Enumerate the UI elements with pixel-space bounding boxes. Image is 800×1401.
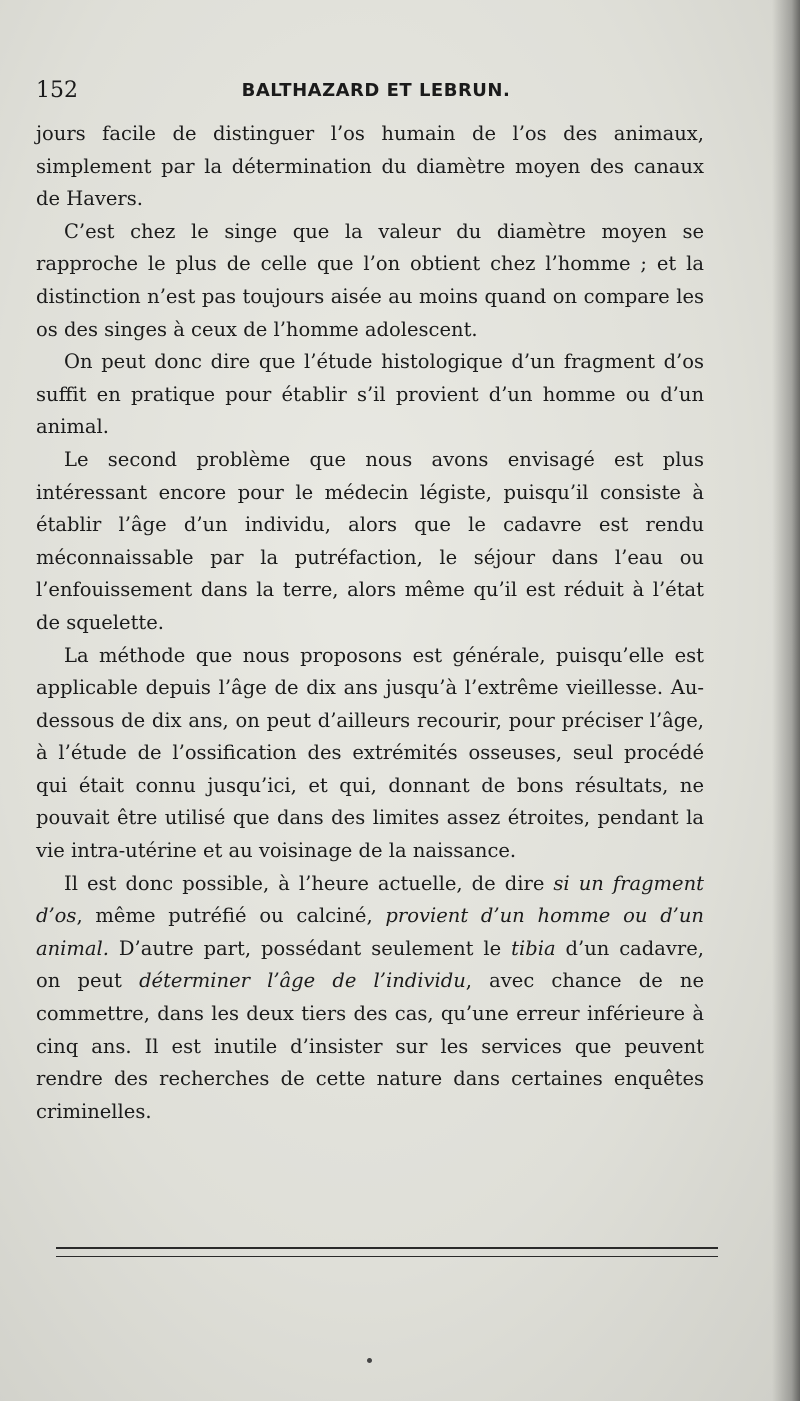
paragraph-text: , avec chance de ne commettre, dans les deux tiers des cas, qu’une erreur inférieure à cinq ans. Il est inutile d’insister sur les services que peuvent rendre des recherches de cette nature dans certaines enquêtes criminelles.	[36, 969, 704, 1123]
paragraph-text: , même putréfié ou calciné,	[76, 904, 386, 928]
paragraph-text: C’est chez le singe que la valeur du diamètre moyen se rapproche le plus de celle que l’on obtient chez l’homme ; et la distinction n’est pas toujours aisée au moins quand on compare les os des singes à ceux de l’homme adolescent.	[36, 219, 704, 341]
page-spine-shadow	[772, 0, 800, 1401]
paragraph	[36, 118, 704, 216]
ink-speck	[367, 1358, 372, 1363]
page-header	[36, 78, 716, 114]
paragraph-text: jours facile de distinguer l’os humain de l’os des animaux, simplement par la détermination du diamètre moyen des canaux de Havers.	[36, 122, 704, 211]
italic-phrase: si un fragment d’os	[36, 871, 704, 928]
paragraph-text: d’un cadavre, on peut	[36, 936, 704, 993]
paragraph	[36, 640, 704, 868]
paragraph-text: La méthode que nous proposons est générale, puisqu’elle est applicable depuis l’âge de dix ans jusqu’à l’extrême vieillesse. Au-dessous de dix ans, on peut d’ailleurs recourir, pour préciser l’âge, à l’étude de l’ossification des extrémités osseuses, seul procédé qui était connu jusqu’ici, et qui, donnant de bons résultats, ne pouvait être utilisé que dans des limites assez étroites, pendant la vie intra-utérine et au voisinage de la naissance.	[36, 643, 704, 863]
italic-phrase: déterminer l’âge de l’individu	[139, 969, 466, 993]
paragraph-text: D’autre part, possédant seulement le	[108, 936, 512, 960]
italic-phrase: tibia	[511, 936, 556, 960]
paragraph-text: Il est donc possible, à l’heure actuelle, de dire	[64, 871, 554, 895]
paragraph-text: On peut donc dire que l’étude histologique d’un fragment d’os suffit en pratique pour établir s’il provient d’un homme ou d’un animal.	[36, 350, 704, 439]
running-head: BALTHAZARD ET LEBRUN.	[241, 80, 511, 101]
end-rule	[56, 1247, 718, 1261]
italic-phrase: provient d’un homme ou d’un animal.	[36, 904, 704, 960]
paragraph	[36, 346, 704, 444]
paragraph	[36, 444, 704, 640]
rule-line-thick	[56, 1247, 718, 1249]
body-text	[36, 118, 704, 1128]
page-number: 152	[36, 78, 78, 103]
paragraph-conclusion	[36, 868, 704, 1129]
rule-line-thin	[56, 1256, 718, 1257]
paragraph	[36, 216, 704, 346]
paragraph-text: Le second problème que nous avons envisagé est plus intéressant encore pour le médecin légiste, puisqu’il consiste à établir l’âge d’un individu, alors que le cadavre est rendu méconnaissable par la putréfaction, le séjour dans l’eau ou l’enfouissement dans la terre, alors même qu’il est réduit à l’état de squelette.	[36, 447, 704, 634]
